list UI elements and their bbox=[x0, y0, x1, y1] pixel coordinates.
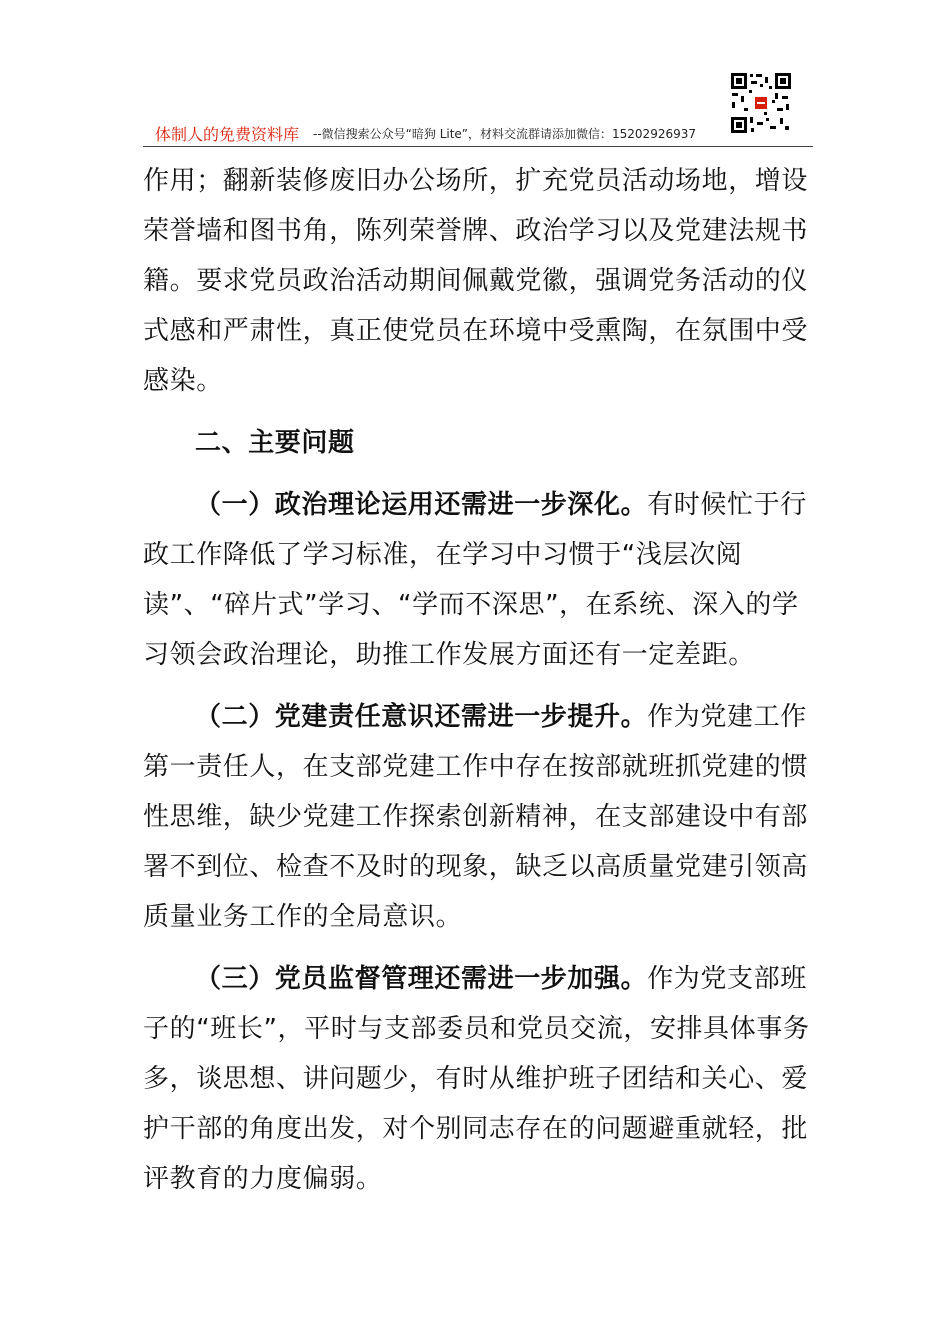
section-title: 二、主要问题 bbox=[195, 428, 355, 458]
issue-heading: （三）党员监督管理还需进一步加强。 bbox=[195, 964, 648, 994]
document-body bbox=[143, 156, 813, 1204]
issue-text: 有时候忙于行政工作降低了学习标准，在学习中习惯于“浅层次阅读”、“碎片式”学习、“学而不深思”，在系统、深入的学习领会政治理论，助推工作发展方面还有一定差距。 bbox=[143, 490, 807, 670]
issue-text: 作为党支部班子的“班长”，平时与支部委员和党员交流，安排具体事务多，谈思想、讲问题少，有时从维护班子团结和关心、爱护干部的角度出发，对个别同志存在的问题避重就轻，批评教育的力度偏弱。 bbox=[143, 964, 810, 1194]
page-header bbox=[143, 118, 813, 147]
issue-text: 作为党建工作第一责任人，在支部党建工作中存在按部就班抓党建的惯性思维，缺少党建工作探索创新精神，在支部建设中有部署不到位、检查不及时的现象，缺乏以高质量党建引领高质量业务工作的全局意识。 bbox=[143, 702, 809, 932]
issue-heading: （一）政治理论运用还需进一步深化。 bbox=[195, 490, 648, 520]
issue-paragraph-3 bbox=[143, 954, 813, 1204]
issue-paragraph-1 bbox=[143, 480, 813, 680]
paragraph-continued: 作用；翻新装修废旧办公场所，扩充党员活动场地，增设荣誉墙和图书角，陈列荣誉牌、政治学习以及党建法规书籍。要求党员政治活动期间佩戴党徽，强调党务活动的仪式感和严肃性，真正使党员在环境中受熏陶，在氛围中受感染。 bbox=[143, 166, 809, 396]
issue-heading: （二）党建责任意识还需进一步提升。 bbox=[195, 702, 648, 732]
brand-title: 体制人的免费资料库 bbox=[155, 125, 300, 144]
header-tagline: --微信搜索公众号“暗狗 Lite”，材料交流群请添加微信：15202926937 bbox=[313, 127, 696, 141]
issue-paragraph-2 bbox=[143, 692, 813, 942]
